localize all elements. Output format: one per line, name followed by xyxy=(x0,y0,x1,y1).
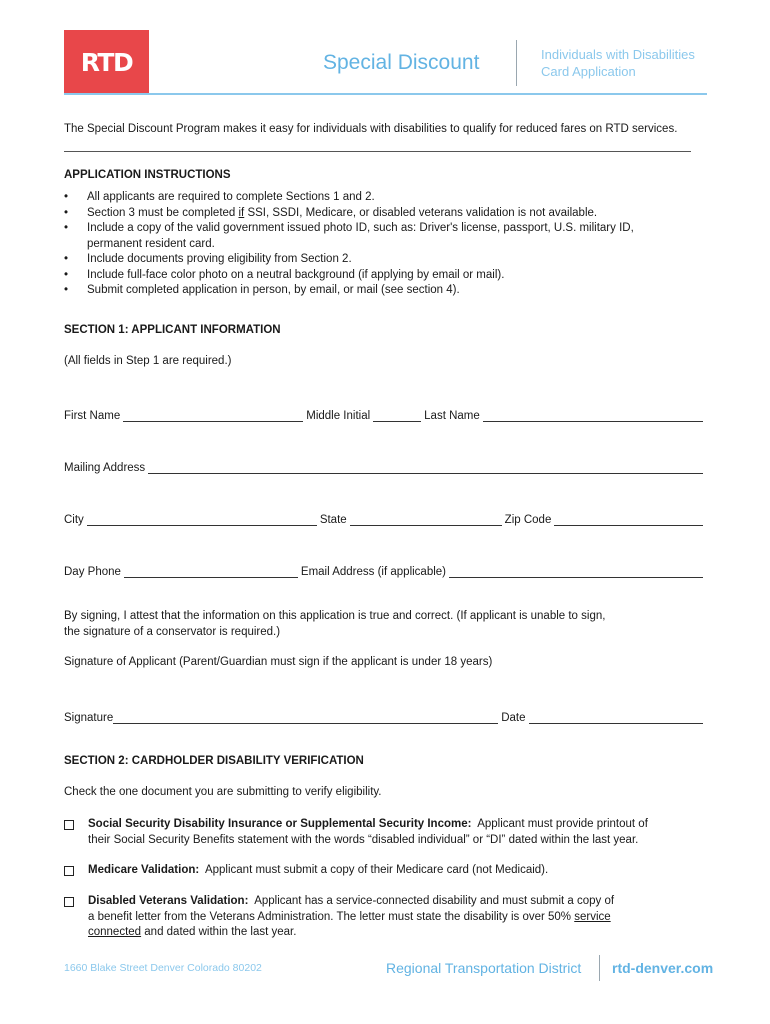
instruction-item: • Submit completed application in person, by email, or mail (see section 4). xyxy=(64,283,684,299)
middle-initial-field[interactable] xyxy=(373,410,421,422)
attest-text xyxy=(64,609,704,640)
address-row xyxy=(64,458,706,474)
instructions-heading: APPLICATION INSTRUCTIONS xyxy=(64,169,231,181)
instruction-item: • Include documents proving eligibility from Section 2. xyxy=(64,252,684,268)
date-field[interactable] xyxy=(529,712,703,724)
instruction-item: • Include full-face color photo on a neutral background (if applying by email or mail). xyxy=(64,268,684,284)
subtitle-line-1: Individuals with Disabilities xyxy=(541,47,695,62)
header-rule xyxy=(64,93,707,95)
ssdi-title: Social Security Disability Insurance or Supplemental Security Income: xyxy=(88,818,472,830)
form-title: Special Discount xyxy=(323,51,480,74)
middle-initial-label: Middle Initial xyxy=(306,410,371,422)
medicare-title: Medicare Validation: xyxy=(88,864,200,876)
mailing-address-label: Mailing Address xyxy=(64,462,146,474)
option-ssdi xyxy=(64,817,704,848)
ssdi-desc-2: their Social Security Benefits statement with the words “disabled individual” or “DI” dated within the last year. xyxy=(88,833,639,846)
state-field[interactable] xyxy=(350,514,502,526)
header-divider xyxy=(516,40,517,86)
first-name-label: First Name xyxy=(64,410,121,422)
signature-label: Signature xyxy=(64,712,114,724)
signature-note: Signature of Applicant (Parent/Guardian must sign if the applicant is under 18 years) xyxy=(64,656,493,668)
ssdi-text xyxy=(88,817,648,848)
zip-field[interactable] xyxy=(554,514,703,526)
rtd-logo xyxy=(64,30,149,94)
footer-org: Regional Transportation District xyxy=(386,960,582,976)
city-field[interactable] xyxy=(87,514,317,526)
date-label: Date xyxy=(501,712,526,724)
section1-heading: SECTION 1: APPLICANT INFORMATION xyxy=(64,324,281,336)
medicare-text xyxy=(88,863,548,879)
section2-note: Check the one document you are submitting to verify eligibility. xyxy=(64,786,382,798)
section2-heading: SECTION 2: CARDHOLDER DISABILITY VERIFICATION xyxy=(64,755,364,767)
email-field[interactable] xyxy=(449,566,703,578)
email-label: Email Address (if applicable) xyxy=(300,566,446,578)
instruction-item: • Section 3 must be completed if SSI, SSDI, Medicare, or disabled veterans validation is not available. xyxy=(64,206,684,222)
veterans-text xyxy=(88,894,614,941)
city-row xyxy=(64,510,706,526)
last-name-field[interactable] xyxy=(483,410,703,422)
medicare-desc: Applicant must submit a copy of their Medicare card (not Medicaid). xyxy=(204,864,549,876)
ssdi-checkbox[interactable] xyxy=(64,820,74,830)
day-phone-label: Day Phone xyxy=(64,566,121,578)
signature-field[interactable] xyxy=(113,712,498,724)
zip-label: Zip Code xyxy=(504,514,552,526)
veterans-desc-2: a benefit letter from the Veterans Administration. The letter must state the disability is over 50% service xyxy=(88,910,611,923)
instructions-list xyxy=(64,190,684,299)
veterans-desc-3: connected and dated within the last year. xyxy=(88,926,297,938)
veterans-checkbox[interactable] xyxy=(64,897,74,907)
ssdi-desc-1: Applicant must provide printout of xyxy=(477,818,648,830)
attest-line-1: By signing, I attest that the information on this application is true and correct. (If applicant is unable to sign, xyxy=(64,610,606,622)
last-name-label: Last Name xyxy=(424,410,480,422)
veterans-title: Disabled Veterans Validation: xyxy=(88,895,249,907)
state-label: State xyxy=(319,514,347,526)
contact-row xyxy=(64,562,706,578)
medicare-checkbox[interactable] xyxy=(64,866,74,876)
signature-row xyxy=(64,708,706,724)
option-veterans xyxy=(64,894,704,941)
option-medicare xyxy=(64,863,704,879)
section1-note: (All fields in Step 1 are required.) xyxy=(64,355,232,367)
name-row xyxy=(64,406,706,422)
first-name-field[interactable] xyxy=(123,410,303,422)
footer-website-link[interactable]: rtd-denver.com xyxy=(612,960,714,976)
subtitle-line-2: Card Application xyxy=(541,64,636,79)
day-phone-field[interactable] xyxy=(124,566,298,578)
city-label: City xyxy=(64,514,84,526)
veterans-desc-1: Applicant has a service-connected disability and must submit a copy of xyxy=(254,895,615,907)
footer-divider xyxy=(599,955,600,981)
intro-rule xyxy=(64,151,691,152)
intro-text: The Special Discount Program makes it easy for individuals with disabilities to qualify for reduced fares on RTD services. xyxy=(64,123,678,135)
instruction-item: • Include a copy of the valid government issued photo ID, such as: Driver's license, passport, U.S. military ID, permanent resident card. xyxy=(64,221,684,252)
logo-text: RTD xyxy=(80,47,133,77)
footer-address: 1660 Blake Street Denver Colorado 80202 xyxy=(64,962,262,974)
instruction-item: • All applicants are required to complete Sections 1 and 2. xyxy=(64,190,684,206)
mailing-address-field[interactable] xyxy=(148,462,703,474)
attest-line-2: the signature of a conservator is required.) xyxy=(64,625,281,638)
form-subtitle xyxy=(541,46,695,80)
